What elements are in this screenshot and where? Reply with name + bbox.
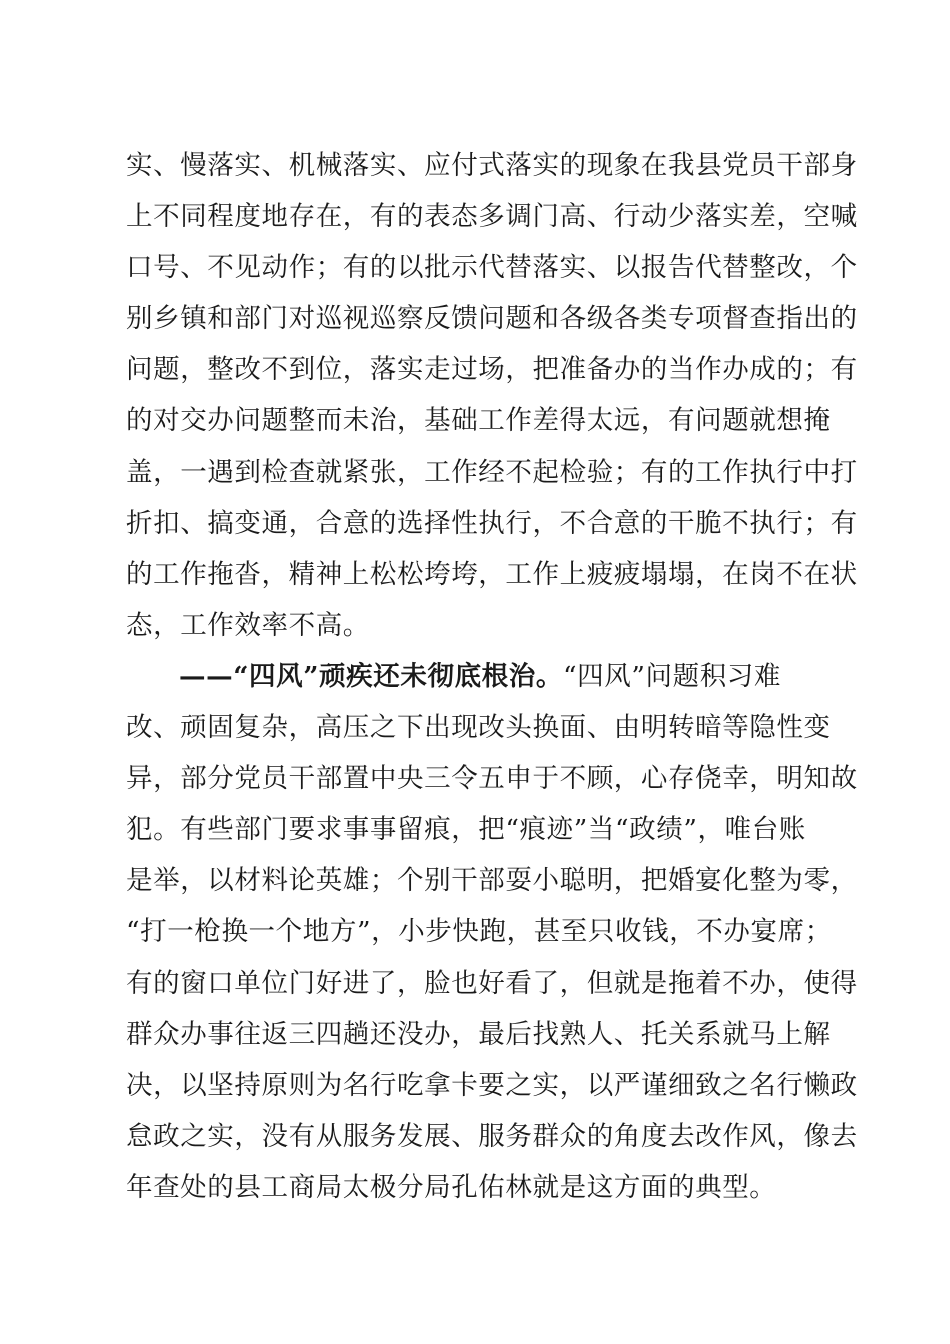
text-fragment: “四风”问题积习难 (563, 660, 781, 692)
section-heading: ——“四风”顽疾还未彻底根治。 (179, 660, 563, 692)
text-line: 态，工作效率不高。 (126, 609, 370, 641)
text-line: 是举，以材料论英雄；个别干部耍小聪明，把婚宴化整为零， (126, 865, 858, 897)
text-line: 别乡镇和部门对巡视巡察反馈问题和各级各类专项督查指出的 (126, 303, 858, 335)
text-line: 上不同程度地存在，有的表态多调门高、行动少落实差，空喊 (126, 201, 858, 233)
text-line: 问题，整改不到位，落实走过场，把准备办的当作办成的；有 (126, 354, 858, 386)
text-line: 群众办事往返三四趟还没办，最后找熟人、托关系就马上解 (126, 1018, 831, 1050)
text-line: 异，部分党员干部置中央三令五申于不顾，心存侥幸，明知故 (126, 763, 858, 795)
text-line: 有的窗口单位门好进了，脸也好看了，但就是拖着不办，使得 (126, 967, 858, 999)
text-line: 实、慢落实、机械落实、应付式落实的现象在我县党员干部身 (126, 150, 858, 181)
text-line: 犯。有些部门要求事事留痕，把“痕迹”当“政绩”，唯台账 (126, 814, 806, 846)
text-line: 决，以坚持原则为名行吃拿卡要之实，以严谨细致之名行懒政 (126, 1069, 858, 1101)
body-text (126, 140, 858, 1213)
text-line: “打一枪换一个地方”，小步快跑，甚至只收钱，不办宴席； (126, 916, 832, 948)
text-line: 折扣、搞变通，合意的选择性执行，不合意的干脆不执行；有 (126, 507, 858, 539)
text-line: 改、顽固复杂，高压之下出现改头换面、由明转暗等隐性变 (126, 712, 831, 744)
paragraph-first-line (126, 651, 836, 702)
text-line: 的对交办问题整而未治，基础工作差得太远，有问题就想掩 (126, 405, 831, 437)
text-line: 的工作拖沓，精神上松松垮垮，工作上疲疲塌塌，在岗不在状 (126, 558, 858, 590)
text-line: 年查处的县工商局太极分局孔佑林就是这方面的典型。 (126, 1171, 777, 1203)
text-line: 口号、不见动作；有的以批示代替落实、以报告代替整改，个 (126, 252, 858, 284)
text-line: 怠政之实，没有从服务发展、服务群众的角度去改作风，像去 (126, 1120, 858, 1152)
text-line: 盖，一遇到检查就紧张，工作经不起检验；有的工作执行中打 (126, 456, 858, 488)
